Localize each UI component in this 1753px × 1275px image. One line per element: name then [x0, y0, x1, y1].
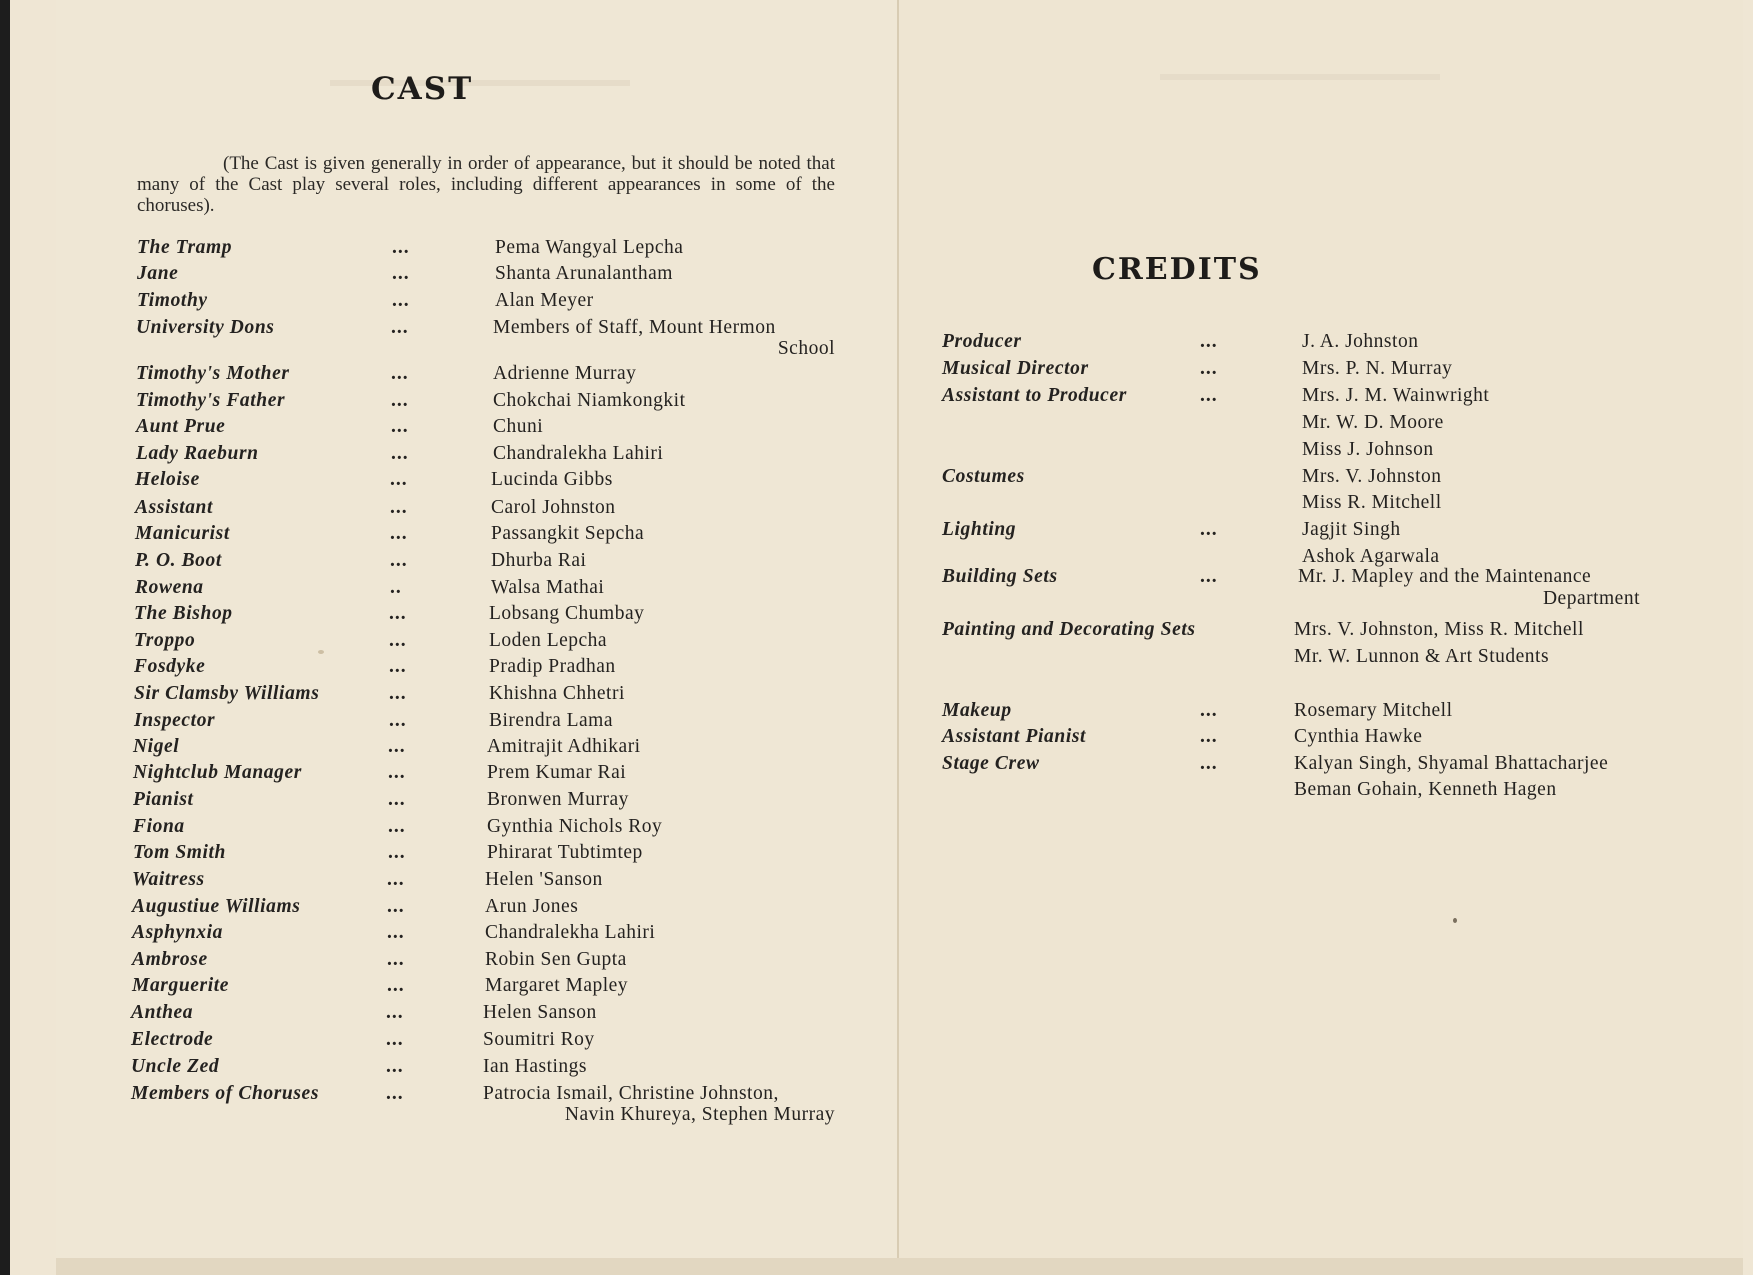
- cast-role: Members of Choruses: [131, 1083, 320, 1104]
- cast-role: Troppo: [134, 630, 196, 651]
- cast-name: Pradip Pradhan: [489, 656, 616, 677]
- cast-row: [133, 736, 833, 762]
- cast-role: Fiona: [133, 816, 185, 837]
- cast-dots: ...: [386, 1029, 404, 1050]
- cast-role: Nigel: [133, 736, 180, 757]
- cast-role: Pianist: [133, 789, 194, 810]
- cast-row: [136, 416, 836, 442]
- cast-name: Chuni: [493, 416, 544, 437]
- credits-row: [942, 412, 1642, 438]
- cast-role: Waitress: [132, 869, 205, 890]
- cast-row: [137, 290, 837, 316]
- credits-row: [942, 753, 1642, 779]
- scanner-edge: [0, 0, 10, 1275]
- credits-name: Jagjit Singh: [1302, 519, 1401, 540]
- cast-dots: ...: [391, 443, 409, 464]
- paper-speck: [318, 650, 324, 654]
- cast-role: The Bishop: [134, 603, 233, 624]
- cast-row: [137, 263, 837, 289]
- credits-name: Mr. J. Mapley and the Maintenance: [1298, 566, 1592, 587]
- credits-dots: ...: [1200, 566, 1218, 587]
- credits-role: Costumes: [942, 466, 1025, 487]
- credits-name: Beman Gohain, Kenneth Hagen: [1294, 779, 1557, 800]
- cast-row: [133, 762, 833, 788]
- cast-note: (The Cast is given generally in order of appearance, but it should be noted that many of the Cast play several roles, including different appearances in some of the choruses).: [137, 153, 835, 216]
- cast-dots: ...: [391, 363, 409, 384]
- credits-name-continuation: Department: [1542, 588, 1640, 609]
- credits-row: [942, 700, 1642, 726]
- cast-role: Augustiue Williams: [132, 896, 301, 917]
- cast-dots: ...: [392, 263, 410, 284]
- cast-dots: ...: [389, 630, 407, 651]
- cast-row: [131, 1056, 831, 1082]
- cast-role: Inspector: [134, 710, 216, 731]
- cast-name: Margaret Mapley: [485, 975, 629, 996]
- cast-row: [132, 949, 832, 975]
- cast-dots: ...: [390, 550, 408, 571]
- cast-name: Members of Staff, Mount Hermon: [493, 317, 776, 338]
- cast-row: [136, 443, 836, 469]
- cast-name: Arun Jones: [485, 896, 579, 917]
- cast-name: Pema Wangyal Lepcha: [495, 237, 684, 258]
- cast-dots: ...: [392, 290, 410, 311]
- cast-dots: ...: [389, 603, 407, 624]
- cast-dots: ...: [387, 922, 405, 943]
- credits-dots: ...: [1200, 519, 1218, 540]
- cast-role: Lady Raeburn: [136, 443, 259, 464]
- credits-row: [942, 385, 1642, 411]
- show-through-block-2: [1160, 60, 1440, 80]
- cast-name: Helen Sanson: [483, 1002, 597, 1023]
- cast-role: University Dons: [136, 317, 275, 338]
- cast-name: Patrocia Ismail, Christine Johnston,: [483, 1083, 779, 1104]
- cast-name: Alan Meyer: [495, 290, 594, 311]
- credits-row: [942, 646, 1642, 672]
- cast-dots: ...: [390, 523, 408, 544]
- credits-role: Producer: [942, 331, 1022, 352]
- cast-dots: ...: [390, 497, 408, 518]
- cast-name: Carol Johnston: [491, 497, 616, 518]
- cast-row: [134, 710, 834, 736]
- cast-name: Dhurba Rai: [491, 550, 587, 571]
- cast-dots: ...: [388, 789, 406, 810]
- credits-role: Assistant Pianist: [942, 726, 1087, 747]
- credits-dots: ...: [1200, 358, 1218, 379]
- cast-row: [132, 975, 832, 1001]
- cast-name: Lucinda Gibbs: [491, 469, 613, 490]
- page-gutter: [897, 0, 899, 1275]
- cast-dots: ...: [391, 390, 409, 411]
- credits-name: Mrs. V. Johnston, Miss R. Mitchell: [1294, 619, 1584, 640]
- credits-name: Cynthia Hawke: [1294, 726, 1423, 747]
- credits-name: Mr. W. D. Moore: [1302, 412, 1444, 433]
- cast-role: Timothy's Mother: [136, 363, 290, 384]
- cast-name: Bronwen Murray: [487, 789, 629, 810]
- cast-role: Anthea: [131, 1002, 194, 1023]
- cast-name-continuation: School: [777, 338, 835, 359]
- cast-name: Phirarat Tubtimtep: [487, 842, 643, 863]
- cast-row: [133, 789, 833, 815]
- credits-role: Assistant to Producer: [942, 385, 1127, 406]
- cast-title: CAST: [371, 71, 474, 107]
- credits-row: [942, 566, 1642, 592]
- credits-role: Stage Crew: [942, 753, 1040, 774]
- cast-dots: ...: [391, 416, 409, 437]
- cast-row: [135, 577, 835, 603]
- cast-dots: ...: [386, 1083, 404, 1104]
- cast-role: Assistant: [135, 497, 214, 518]
- credits-dots: ...: [1200, 726, 1218, 747]
- credits-dots: ...: [1200, 753, 1218, 774]
- cast-name: Chandralekha Lahiri: [493, 443, 664, 464]
- cast-row: [132, 896, 832, 922]
- cast-role: Tom Smith: [133, 842, 227, 863]
- credits-dots: ...: [1200, 385, 1218, 406]
- cast-name: Chandralekha Lahiri: [485, 922, 656, 943]
- cast-role: Fosdyke: [134, 656, 206, 677]
- cast-name: Soumitri Roy: [483, 1029, 595, 1050]
- credits-name: J. A. Johnston: [1302, 331, 1419, 352]
- credits-name: Kalyan Singh, Shyamal Bhattacharjee: [1294, 753, 1609, 774]
- credits-row: [942, 726, 1642, 752]
- credits-dots: ...: [1200, 331, 1218, 352]
- cast-dots: ...: [388, 842, 406, 863]
- cast-role: Electrode: [131, 1029, 214, 1050]
- cast-name: Ian Hastings: [483, 1056, 588, 1077]
- cast-row: [136, 363, 836, 389]
- cast-dots: ...: [388, 736, 406, 757]
- cast-dots: ...: [387, 869, 405, 890]
- cast-name-continuation: Navin Khureya, Stephen Murray: [564, 1104, 835, 1125]
- credits-row: [942, 466, 1642, 492]
- cast-name: Gynthia Nichols Roy: [487, 816, 663, 837]
- cast-name: Adrienne Murray: [493, 363, 637, 384]
- cast-name: Prem Kumar Rai: [487, 762, 627, 783]
- cast-role: Ambrose: [132, 949, 208, 970]
- cast-dots: ...: [391, 317, 409, 338]
- cast-name: Khishna Chhetri: [489, 683, 625, 704]
- page-bottom-shadow: [56, 1258, 1743, 1275]
- cast-role: Asphynxia: [132, 922, 224, 943]
- cast-dots: ...: [390, 469, 408, 490]
- cast-row: [135, 497, 835, 523]
- credits-row: [942, 331, 1642, 357]
- cast-name: Chokchai Niamkongkit: [493, 390, 686, 411]
- cast-name: Walsa Mathai: [491, 577, 605, 598]
- cast-role: Uncle Zed: [131, 1056, 220, 1077]
- cast-row: [135, 550, 835, 576]
- credits-name: Miss R. Mitchell: [1302, 492, 1442, 513]
- cast-row: [134, 603, 834, 629]
- cast-row: [136, 390, 836, 416]
- cast-dots: ...: [386, 1002, 404, 1023]
- credits-row: [942, 358, 1642, 384]
- cast-role: Aunt Prue: [136, 416, 226, 437]
- cast-role: The Tramp: [137, 237, 233, 258]
- cast-row: [136, 317, 836, 343]
- cast-row: [132, 922, 832, 948]
- cast-role: Timothy: [137, 290, 208, 311]
- credits-role: Lighting: [942, 519, 1017, 540]
- cast-row: [132, 869, 832, 895]
- credits-dots: ...: [1200, 700, 1218, 721]
- cast-row: [134, 656, 834, 682]
- cast-dots: ...: [389, 656, 407, 677]
- credits-name: Mr. W. Lunnon & Art Students: [1294, 646, 1550, 667]
- credits-title: CREDITS: [1092, 252, 1262, 287]
- cast-role: P. O. Boot: [135, 550, 222, 571]
- cast-dots: ...: [387, 949, 405, 970]
- cast-name: Lobsang Chumbay: [489, 603, 645, 624]
- cast-row: [134, 630, 834, 656]
- cast-row: [133, 816, 833, 842]
- cast-role: Nightclub Manager: [133, 762, 302, 783]
- credits-role: Musical Director: [942, 358, 1089, 379]
- credits-row: [942, 492, 1642, 518]
- cast-dots: ...: [388, 816, 406, 837]
- cast-role: Jane: [137, 263, 179, 284]
- cast-row: [131, 1029, 831, 1055]
- cast-name: Robin Sen Gupta: [485, 949, 627, 970]
- credits-role: Makeup: [942, 700, 1012, 721]
- cast-row: [131, 1002, 831, 1028]
- cast-role: Sir Clamsby Williams: [134, 683, 320, 704]
- cast-row: [134, 683, 834, 709]
- paper-speck: [1453, 918, 1457, 923]
- cast-name: Passangkit Sepcha: [491, 523, 645, 544]
- cast-dots: ..: [390, 577, 402, 598]
- cast-row: [133, 842, 833, 868]
- cast-role: Marguerite: [132, 975, 230, 996]
- cast-name: Birendra Lama: [489, 710, 613, 731]
- cast-role: Heloise: [135, 469, 200, 490]
- cast-row: [137, 237, 837, 263]
- cast-role: Rowena: [135, 577, 204, 598]
- cast-name: Shanta Arunalantham: [495, 263, 673, 284]
- credits-row: [942, 619, 1642, 645]
- credits-row: [942, 519, 1642, 545]
- cast-dots: ...: [389, 683, 407, 704]
- credits-name: Rosemary Mitchell: [1294, 700, 1453, 721]
- cast-role: Manicurist: [135, 523, 230, 544]
- credits-role: Building Sets: [942, 566, 1058, 587]
- cast-dots: ...: [389, 710, 407, 731]
- cast-dots: ...: [392, 237, 410, 258]
- cast-name: Loden Lepcha: [489, 630, 608, 651]
- credits-row: [942, 779, 1642, 805]
- credits-role: Painting and Decorating Sets: [942, 619, 1196, 640]
- credits-name: Mrs. J. M. Wainwright: [1302, 385, 1490, 406]
- cast-dots: ...: [387, 975, 405, 996]
- cast-row: [135, 523, 835, 549]
- credits-row: [942, 439, 1642, 465]
- credits-name: Ashok Agarwala: [1302, 546, 1440, 567]
- cast-dots: ...: [388, 762, 406, 783]
- cast-dots: ...: [386, 1056, 404, 1077]
- cast-dots: ...: [387, 896, 405, 917]
- credits-name: Mrs. P. N. Murray: [1302, 358, 1453, 379]
- cast-name: Helen 'Sanson: [485, 869, 603, 890]
- credits-name: Mrs. V. Johnston: [1302, 466, 1442, 487]
- cast-role: Timothy's Father: [136, 390, 286, 411]
- cast-name: Amitrajit Adhikari: [487, 736, 641, 757]
- cast-row: [135, 469, 835, 495]
- credits-name: Miss J. Johnson: [1302, 439, 1434, 460]
